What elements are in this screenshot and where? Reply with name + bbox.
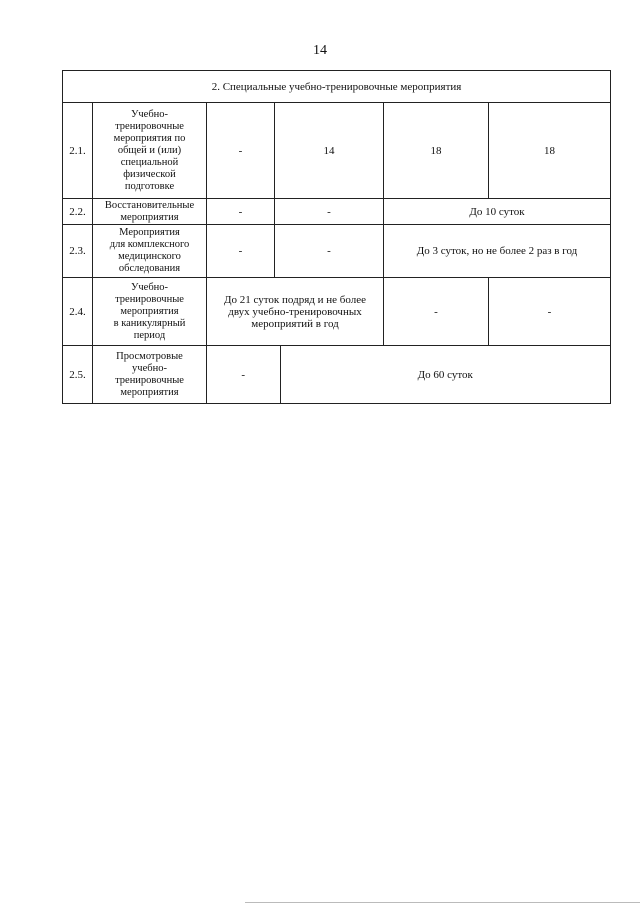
event-name-line: период bbox=[133, 329, 166, 341]
event-name-line: обследования bbox=[118, 263, 181, 274]
value-cell: - bbox=[275, 199, 384, 225]
scan-edge-line bbox=[245, 902, 640, 903]
merged-value-cell: До 3 суток, но не более 2 раз в год bbox=[384, 225, 611, 278]
event-name-line: тренировочные bbox=[115, 120, 184, 132]
row-number: 2.1. bbox=[63, 103, 93, 199]
value-cell: - bbox=[207, 346, 280, 403]
row-number: 2.3. bbox=[63, 225, 93, 278]
event-name-line: общей и (или) bbox=[117, 144, 182, 156]
event-name bbox=[93, 199, 207, 225]
page-number: 14 bbox=[313, 43, 327, 58]
event-name-line: физической bbox=[123, 168, 176, 180]
row-number: 2.5. bbox=[63, 346, 93, 404]
merged-value-cell: До 60 суток bbox=[417, 368, 473, 381]
value-cell: - bbox=[384, 278, 489, 346]
event-name-line: Восстановительные bbox=[104, 199, 195, 211]
event-name-line: мероприятия по bbox=[113, 132, 186, 144]
table-row bbox=[63, 199, 611, 225]
section-header-row bbox=[63, 71, 611, 103]
merged-value-line: двух учебно-тренировочных bbox=[228, 305, 362, 318]
event-name-line: медицинского bbox=[118, 251, 181, 262]
event-name-line: для комплексного bbox=[109, 239, 190, 250]
value-cell: - bbox=[489, 278, 611, 346]
event-name-line: подготовке bbox=[124, 180, 175, 192]
table-row bbox=[63, 278, 611, 346]
event-name-line: тренировочные bbox=[115, 293, 184, 305]
event-name-line: Учебно- bbox=[130, 108, 169, 120]
event-name bbox=[93, 225, 207, 278]
row-values bbox=[207, 346, 610, 403]
table-row bbox=[63, 346, 611, 404]
table-row bbox=[63, 103, 611, 199]
event-name-line: Просмотровые bbox=[116, 350, 183, 362]
event-name-line: специальной bbox=[120, 156, 179, 168]
value-cell: 18 bbox=[489, 103, 611, 199]
value-cell: - bbox=[207, 225, 275, 278]
value-cell: 14 bbox=[275, 103, 384, 199]
merged-value-cell: До 10 суток bbox=[384, 199, 611, 225]
event-name-line: Учебно- bbox=[130, 281, 169, 293]
row-number: 2.2. bbox=[63, 199, 93, 225]
event-name-line: мероприятия bbox=[120, 305, 179, 317]
merged-value-line: До 21 суток подряд и не более bbox=[224, 293, 366, 306]
table-row bbox=[63, 225, 611, 278]
value-cell: - bbox=[207, 199, 275, 225]
merged-value-line: мероприятий в год bbox=[251, 317, 339, 330]
event-name-line: мероприятия bbox=[120, 211, 179, 223]
event-name bbox=[93, 103, 207, 199]
event-name-line: Мероприятия bbox=[119, 227, 180, 238]
event-name bbox=[93, 346, 207, 404]
value-cell: - bbox=[275, 225, 384, 278]
row-number: 2.4. bbox=[63, 278, 93, 346]
section-title: 2. Специальные учебно-тренировочные мероприятия bbox=[63, 71, 611, 103]
value-group bbox=[207, 346, 611, 404]
value-cell: - bbox=[207, 103, 275, 199]
merged-value-cell bbox=[207, 278, 384, 346]
event-name-line: в каникулярный bbox=[113, 317, 186, 329]
event-name bbox=[93, 278, 207, 346]
value-cell: 18 bbox=[384, 103, 489, 199]
training-events-table bbox=[62, 70, 611, 404]
event-name-line: учебно- bbox=[132, 362, 167, 374]
event-name-line: тренировочные bbox=[115, 374, 184, 386]
event-name-line: мероприятия bbox=[120, 386, 179, 398]
